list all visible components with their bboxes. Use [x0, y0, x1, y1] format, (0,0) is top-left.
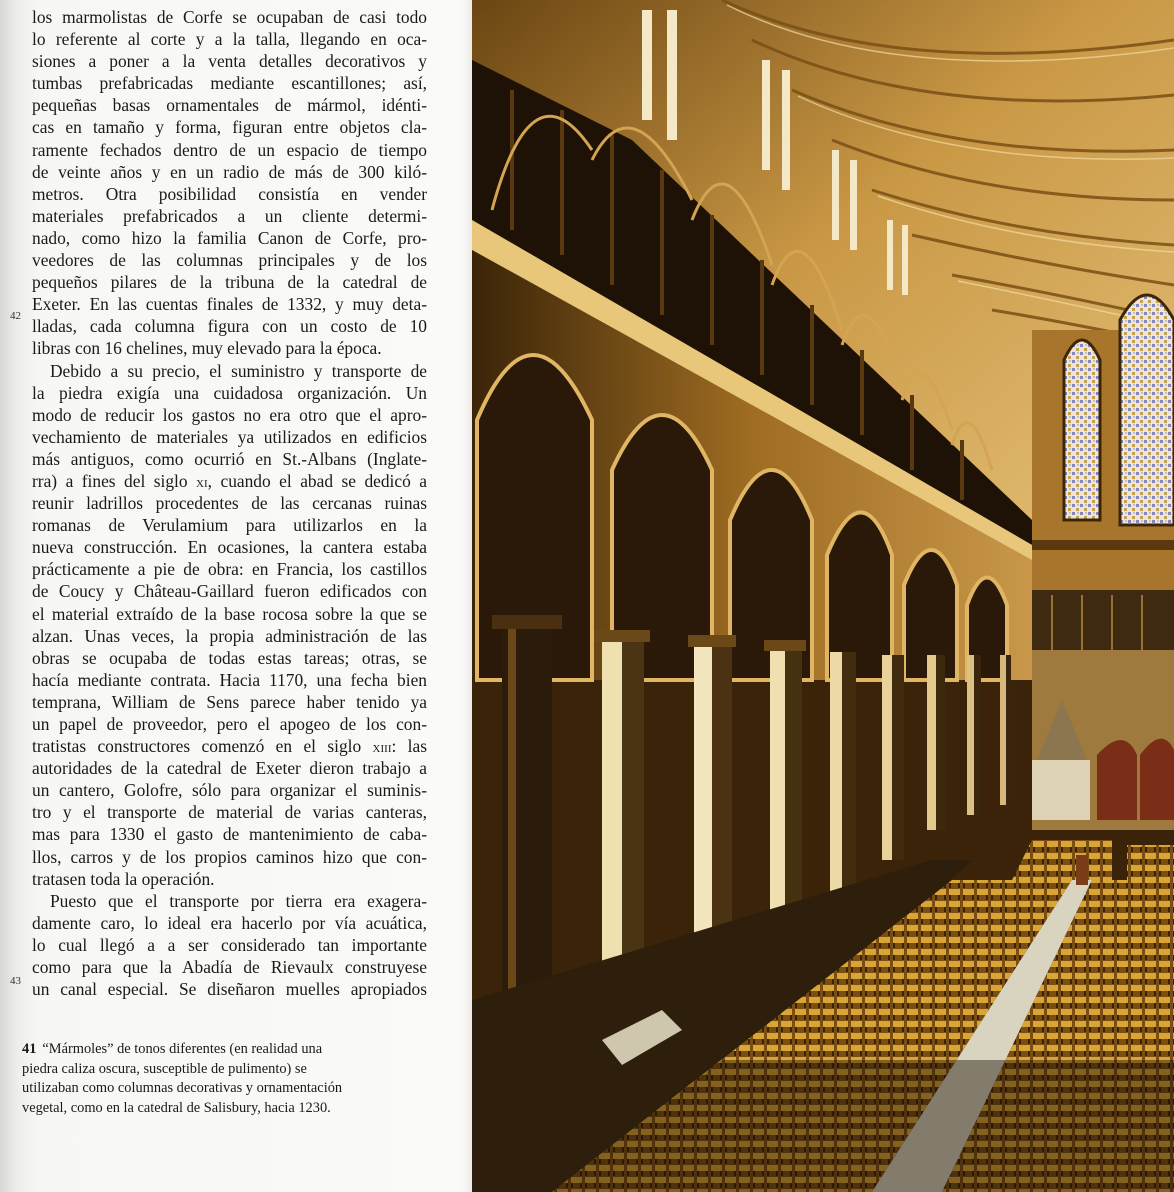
- text-line: romanas de Verulamium para utilizarlos en la: [32, 515, 427, 536]
- text-line: temprana, William de Sens parece haber tenido ya: [32, 691, 427, 712]
- caption-line: utilizaban como columnas decorativas y ornamentación: [22, 1080, 343, 1096]
- text-line: siones a poner a la venta detalles decorativos y: [32, 51, 427, 72]
- page-gutter: [462, 0, 472, 1192]
- caption-line: piedra caliza oscura, susceptible de pulimento) se: [22, 1060, 307, 1077]
- text-line: veedores de las columnas principales y de los: [32, 250, 427, 271]
- text-line: materiales prefabricados a un cliente determi-: [32, 205, 427, 226]
- text-line: alzan. Unas veces, la propia administración de las: [32, 625, 427, 646]
- text-line: damente caro, lo ideal era hacerlo por vía acuática,: [32, 912, 427, 933]
- cathedral-nave-photo: [472, 0, 1174, 1192]
- text-line: nueva construcción. En ocasiones, la cantera estaba: [32, 537, 427, 558]
- text-line: como para que la Abadía de Rievaulx construyese: [32, 957, 427, 978]
- text-line: Puesto que el transporte por tierra era exagera-: [50, 890, 427, 911]
- text-line: el material extraído de la base rocosa sobre la que se: [32, 603, 427, 624]
- text-line: cas en tamaño y forma, figuran entre objetos cla-: [32, 117, 427, 138]
- roman-numeral: xiii: [372, 739, 392, 757]
- text-line: Exeter. En las cuentas finales de 1332, y muy deta-: [32, 294, 427, 315]
- photo-illustration: [472, 0, 1174, 1192]
- text-line: de veinte años y en un radio de más de 300 kiló-: [32, 161, 427, 182]
- text-line: llos, carros y de los propios caminos hizo que con-: [32, 846, 427, 867]
- text-line: prácticamente a pie de obra: en Francia, los castillos: [32, 559, 427, 580]
- text-line: de Coucy y Château-Gaillard fueron edificados con: [32, 581, 427, 602]
- text-line: vechamiento de materiales ya utilizados en edificios: [32, 426, 427, 447]
- text-line: Debido a su precio, el suministro y transporte de: [50, 360, 427, 381]
- text-line: tratistas constructores comenzó en el siglo xiii: las: [32, 736, 427, 757]
- text-line: tumbas prefabricadas mediante escantillones; así,: [32, 73, 427, 94]
- text-line: mas para 1330 el gasto de mantenimiento de caba-: [32, 824, 427, 845]
- text-line: tro y el transporte de material de varias canteras,: [32, 802, 427, 823]
- text-line: reunir ladrillos procedentes de las cercanas ruinas: [32, 493, 427, 514]
- text-line: más antiguos, como ocurrió en St.-Albans (Inglate-: [32, 448, 427, 469]
- text-line: libras con 16 chelines, muy elevado para la época.: [32, 338, 382, 359]
- caption-line: 41 “Mármoles” de tonos diferentes (en realidad una: [22, 1041, 323, 1057]
- margin-figure-ref: 43: [10, 975, 21, 987]
- text-line: modo de reducir los gastos no era otro que el apro-: [32, 404, 427, 425]
- text-line: metros. Otra posibilidad consistía en vender: [32, 183, 427, 204]
- text-line: pequeños pilares de la tribuna de la catedral de: [32, 272, 427, 293]
- caption-line: vegetal, como en la catedral de Salisbury, hacia 1230.: [22, 1099, 331, 1116]
- text-line: lo referente al corte y a la talla, llegando en oca-: [32, 29, 427, 50]
- text-line: nado, como hizo la familia Canon de Corfe, pro-: [32, 227, 427, 248]
- text-line: ramente fechados dentro de un espacio de tiempo: [32, 139, 427, 160]
- text-line: lladas, cada columna figura con un costo de 10: [32, 316, 427, 337]
- text-line: la piedra exigía una cuidadosa organización. Un: [32, 382, 427, 403]
- figure-caption: [22, 1040, 402, 1118]
- text-line: rra) a fines del siglo xi, cuando el abad se dedicó a: [32, 470, 427, 491]
- text-line: un cantero, Golofre, sólo para organizar el suminis-: [32, 780, 427, 801]
- text-line: los marmolistas de Corfe se ocupaban de casi todo: [32, 7, 427, 27]
- text-line: pequeñas basas ornamentales de mármol, idénti-: [32, 95, 427, 116]
- text-line: un canal especial. Se diseñaron muelles apropiados: [32, 979, 427, 1000]
- body-text: [32, 6, 427, 1000]
- text-line: autoridades de la catedral de Exeter dieron trabajo a: [32, 758, 427, 779]
- text-line: lo cual llegó a a ser considerado tan importante: [32, 934, 427, 955]
- margin-figure-ref: 42: [10, 310, 21, 322]
- text-line: un papel de proveedor, pero el apogeo de los con-: [32, 714, 427, 734]
- text-line: hacía mediante contrata. Hacia 1170, una fecha bien: [32, 669, 427, 690]
- roman-numeral: xi: [196, 473, 208, 491]
- figure-number: 41: [22, 1041, 37, 1057]
- text-line: tratasen toda la operación.: [32, 868, 215, 889]
- text-line: obras se ocupaba de todas estas tareas; otras, se: [32, 647, 427, 668]
